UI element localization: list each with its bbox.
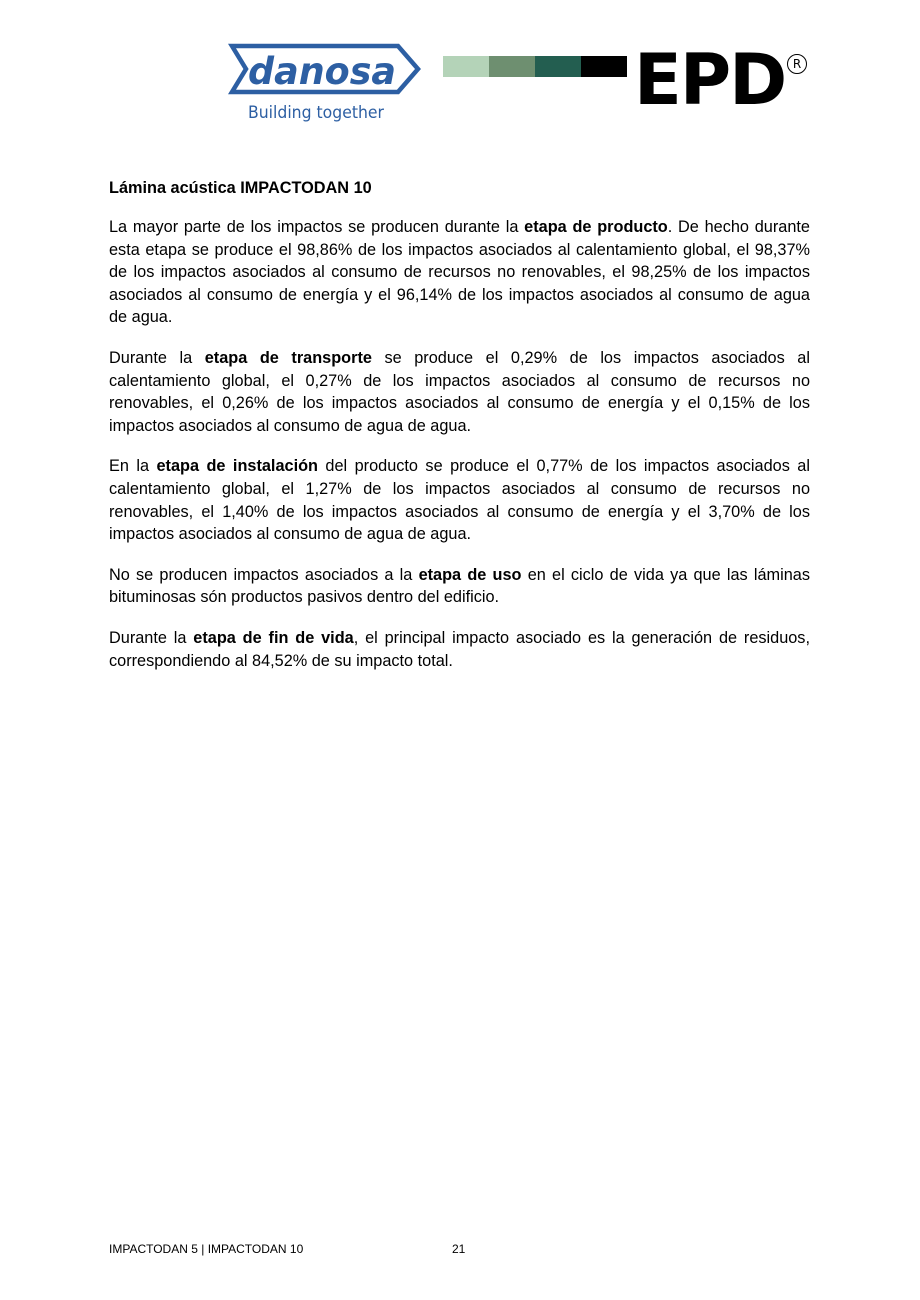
epd-bar: [489, 56, 535, 77]
paragraph-text: En la: [109, 457, 157, 476]
paragraph-text: , el principal impacto asociado es la generación de residuos, correspondiendo al 84,52% de su impacto total.: [109, 628, 810, 670]
epd-bar: [443, 56, 489, 77]
main-content: [109, 177, 810, 690]
paragraph-text: Durante la: [109, 348, 205, 367]
paragraph-text: Durante la: [109, 628, 194, 647]
stage-name: etapa de transporte: [204, 348, 372, 367]
stage-name: etapa de uso: [418, 565, 522, 584]
section-title: Lámina acústica IMPACTODAN 10: [109, 179, 372, 197]
paragraph: [109, 216, 810, 329]
paragraph-text: La mayor parte de los impactos se producen durante la: [109, 218, 525, 236]
page-number: 21: [452, 1242, 466, 1256]
paragraphs: [109, 216, 810, 672]
svg-text:danosa: danosa: [248, 50, 396, 93]
epd-logo-text: EPD: [634, 39, 786, 121]
registered-mark: R: [787, 54, 807, 74]
paragraph: [109, 347, 810, 437]
epd-bar: [581, 56, 627, 77]
stage-name: etapa de fin de vida: [193, 628, 354, 647]
epd-color-bars: [443, 56, 627, 77]
paragraph-text: No se producen impactos asociados a la: [109, 565, 419, 584]
paragraph: [109, 455, 810, 545]
paragraph-text: en el ciclo de vida ya que las láminas bituminosas són productos pasivos dentro del edificio.: [109, 565, 810, 607]
paragraph-text: . De hecho durante esta etapa se produce el 98,86% de los impactos asociados al calentamiento global, el 98,37% de los impactos asociados al consumo de recursos no renovables, el 98,25% de los impactos asociados al consumo de energía y el 96,14% de los impactos asociados al consumo de agua de agua.: [109, 218, 810, 327]
footer-document: IMPACTODAN 5 | IMPACTODAN 10: [109, 1242, 304, 1256]
paragraph-text: se produce el 0,29% de los impactos asociados al calentamiento global, el 0,27% de los impactos asociados al consumo de recursos no renovables, el 0,26% de los impactos asociados al consumo de energía y el 0,15% de los impactos asociados al consumo de agua de agua.: [109, 348, 810, 435]
paragraph-text: del producto se produce el 0,77% de los impactos asociados al calentamiento global, el 1,27% de los impactos asociados al consumo de recursos no renovables, el 1,40% de los impactos asociados al consumo de energía y el 3,70% de los impactos asociados al consumo de agua de agua.: [109, 457, 810, 544]
paragraph: [109, 627, 810, 672]
stage-name: etapa de producto: [524, 218, 668, 236]
paragraph: [109, 564, 810, 609]
epd-bar: [535, 56, 581, 77]
danosa-logo: [228, 42, 422, 126]
svg-text:Building together: Building together: [248, 103, 385, 123]
stage-name: etapa de instalación: [156, 457, 318, 476]
